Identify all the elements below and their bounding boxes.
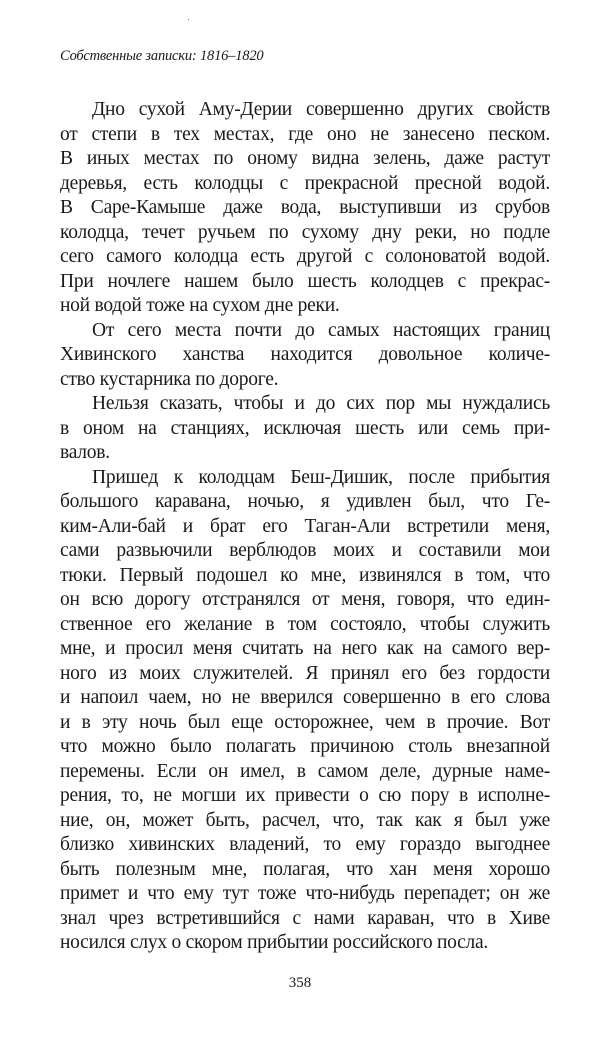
text-line: ственное его желание в том состояло, чтобы служить bbox=[60, 613, 550, 635]
paragraph bbox=[60, 319, 550, 393]
body-text bbox=[60, 98, 550, 956]
text-line: большого каравана, ночью, я удивлен был, что Ге- bbox=[60, 491, 550, 512]
text-line: При ночлеге нашем было шесть колодцев с прекрас- bbox=[60, 270, 550, 292]
text-line: В Саре-Камыше даже вода, выступивши из срубов bbox=[60, 197, 550, 218]
text-line: примет и что ему тут тоже что-нибудь перепадет; он же bbox=[60, 883, 550, 904]
text-line: и в эту ночь был еще осторожнее, чем в прочие. Вот bbox=[60, 711, 550, 733]
text-line: Хивинского ханства находится довольное количе- bbox=[60, 344, 550, 365]
text-line: Дно сухой Аму-Дерии совершенно других свойств bbox=[92, 99, 550, 120]
scan-speck bbox=[188, 19, 189, 20]
text-line: в оном на станциях, исключая шесть или семь при- bbox=[60, 417, 550, 439]
paragraph bbox=[60, 466, 550, 956]
text-line: колодца, течет ручьем по сухому дну реки, но подле bbox=[60, 221, 550, 243]
text-line: мне, и просил меня считать на него как на самого вер- bbox=[60, 638, 550, 659]
text-line: что можно было полагать причиною столь внезапной bbox=[60, 736, 550, 757]
text-line: и напоил чаем, но не вверился совершенно в его слова bbox=[60, 687, 550, 708]
page-number: 358 bbox=[288, 975, 312, 991]
text-line: ство кустарника по дороге. bbox=[60, 368, 279, 390]
text-line: ной водой тоже на сухом дне реки. bbox=[60, 295, 340, 316]
text-line: сего самого колодца есть другой с солоноватой водой. bbox=[60, 246, 550, 267]
text-line: ние, он, может быть, расчел, что, так как я был уже bbox=[60, 809, 550, 831]
text-line: сами развьючили верблюдов моих и составили мои bbox=[60, 540, 550, 561]
text-line: перемены. Если он имел, в самом деле, дурные наме- bbox=[60, 760, 550, 782]
text-line: Нельзя сказать, чтобы и до сих пор мы нуждались bbox=[92, 393, 550, 414]
text-line: от степи в тех местах, где оно не занесено песком. bbox=[60, 123, 550, 145]
text-line: ким-Али-бай и брат его Таган-Али встретили меня, bbox=[60, 515, 550, 537]
text-line: носился слух о скором прибытии российского посла. bbox=[60, 932, 489, 953]
text-line: близко хивинских владений, то ему гораздо выгоднее bbox=[60, 834, 550, 855]
text-line: тюки. Первый подошел ко мне, извинялся в том, что bbox=[60, 564, 550, 586]
text-line: быть полезным мне, полагая, что хан меня хорошо bbox=[60, 858, 550, 880]
text-line: деревья, есть колодцы с прекрасной пресной водой. bbox=[60, 172, 550, 194]
running-head: Собственные записки: 1816–1820 bbox=[60, 48, 264, 64]
paragraph bbox=[60, 98, 550, 319]
text-line: Пришед к колодцам Беш-Дишик, после прибытия bbox=[92, 466, 550, 488]
text-line: В иных местах по оному видна зелень, даже растут bbox=[60, 148, 550, 169]
text-line: рения, то, не могши их привести о сю пору в исполне- bbox=[60, 785, 550, 806]
text-line: валов. bbox=[60, 442, 110, 463]
text-line: От сего места почти до самых настоящих границ bbox=[92, 319, 550, 341]
paragraph bbox=[60, 392, 550, 466]
text-line: он всю дорогу отстранялся от меня, говоря, что един- bbox=[60, 589, 550, 610]
text-line: ного из моих служителей. Я принял его без гордости bbox=[60, 662, 550, 684]
text-line: знал чрез встретившийся с нами караван, что в Хиве bbox=[60, 907, 550, 929]
